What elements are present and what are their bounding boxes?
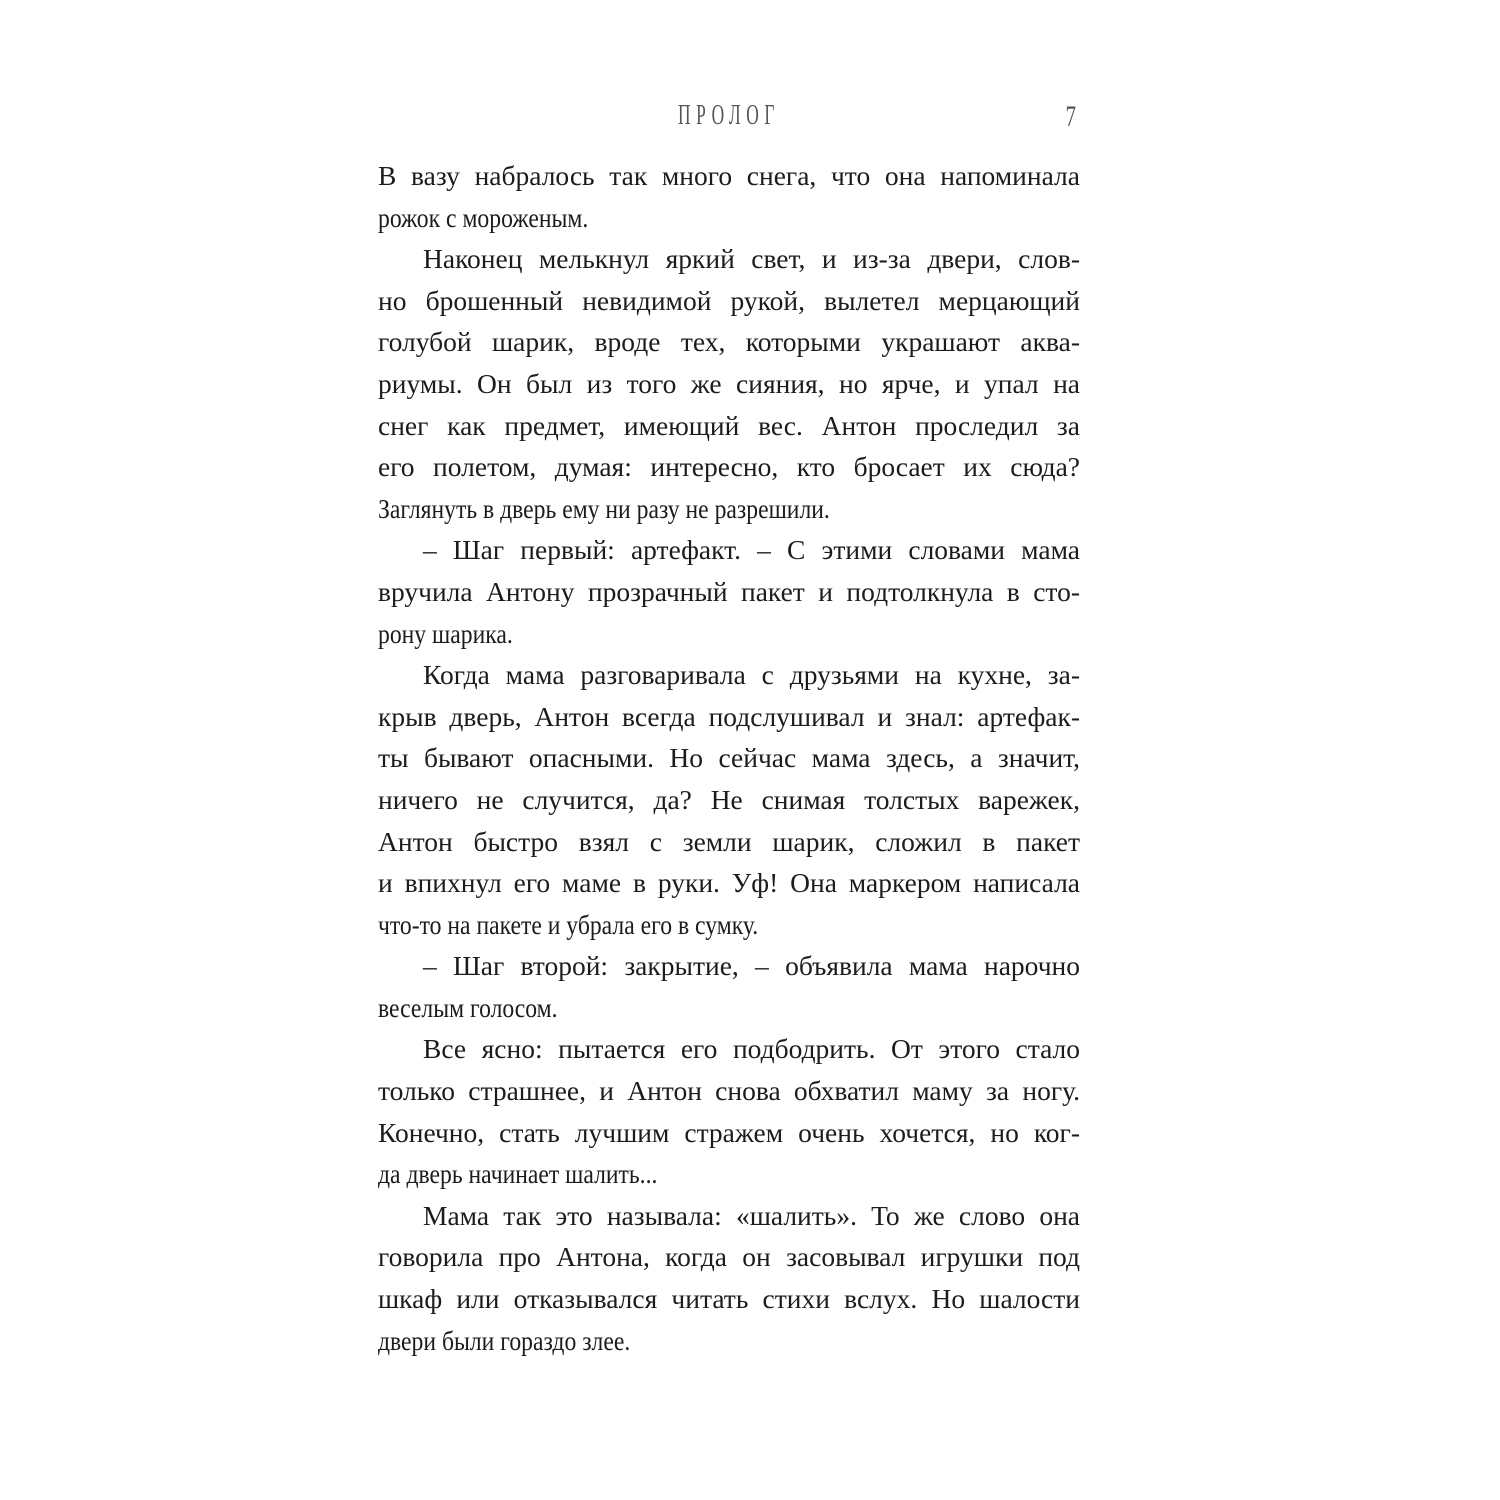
text-line: Заглянуть в дверь ему ни разу не разрешили. (378, 492, 830, 524)
text-line: Все ясно: пытается его подбодрить. От этого стало (423, 1033, 1080, 1065)
text-line: ты бывают опасными. Но сейчас мама здесь, а значит, (378, 742, 1080, 774)
text-line: говорила про Антона, когда он засовывал игрушки под (378, 1241, 1080, 1273)
text-line: крыв дверь, Антон всегда подслушивал и знал: артефак- (378, 700, 1080, 732)
text-line: Конечно, стать лучшим стражем очень хочется, но ког- (378, 1116, 1080, 1148)
text-line: вручила Антону прозрачный пакет и подтолкнула в сто- (378, 575, 1080, 607)
text-line: веселым голосом. (378, 991, 558, 1023)
text-line: да дверь начинает шалить... (378, 1158, 658, 1190)
text-line: Мама так это называла: «шалить». То же слово она (423, 1199, 1080, 1231)
text-line: – Шаг второй: закрытие, – объявила мама нарочно (423, 950, 1080, 982)
text-line: Антон быстро взял с земли шарик, сложил в пакет (378, 825, 1080, 857)
page-number: 7 (1065, 100, 1076, 133)
text-line: голубой шарик, вроде тех, которыми украшают аква- (378, 326, 1080, 358)
text-line: что-то на пакете и убрала его в сумку. (378, 908, 759, 940)
text-line: и впихнул его маме в руки. Уф! Она маркером написала (378, 867, 1080, 899)
running-head (378, 100, 1080, 140)
chapter-title: ПРОЛОГ (678, 100, 780, 131)
text-line: ничего не случится, да? Не снимая толстых варежек, (378, 783, 1080, 815)
text-line: шкаф или отказывался читать стихи вслух. Но шалости (378, 1283, 1080, 1315)
text-line: риумы. Он был из того же сияния, но ярче, и упал на (378, 367, 1080, 399)
text-line: его полетом, думая: интересно, кто бросает их сюда? (378, 451, 1080, 483)
text-line: Наконец мелькнул яркий свет, и из-за двери, слов- (423, 243, 1080, 275)
text-line: двери были гораздо злее. (378, 1324, 631, 1356)
text-line: Когда мама разговаривала с друзьями на кухне, за- (423, 659, 1080, 691)
text-line: снег как предмет, имеющий вес. Антон проследил за (378, 409, 1080, 441)
text-line: но брошенный невидимой рукой, вылетел мерцающий (378, 284, 1080, 316)
text-line: – Шаг первый: артефакт. – С этими словами мама (423, 534, 1080, 566)
body-text (378, 155, 1080, 1361)
text-line: только страшнее, и Антон снова обхватил маму за ногу. (378, 1075, 1080, 1107)
text-line: В вазу набралось так много снега, что она напоминала (378, 160, 1080, 191)
text-line: рону шарика. (378, 617, 513, 649)
text-line: рожок с мороженым. (378, 201, 589, 233)
